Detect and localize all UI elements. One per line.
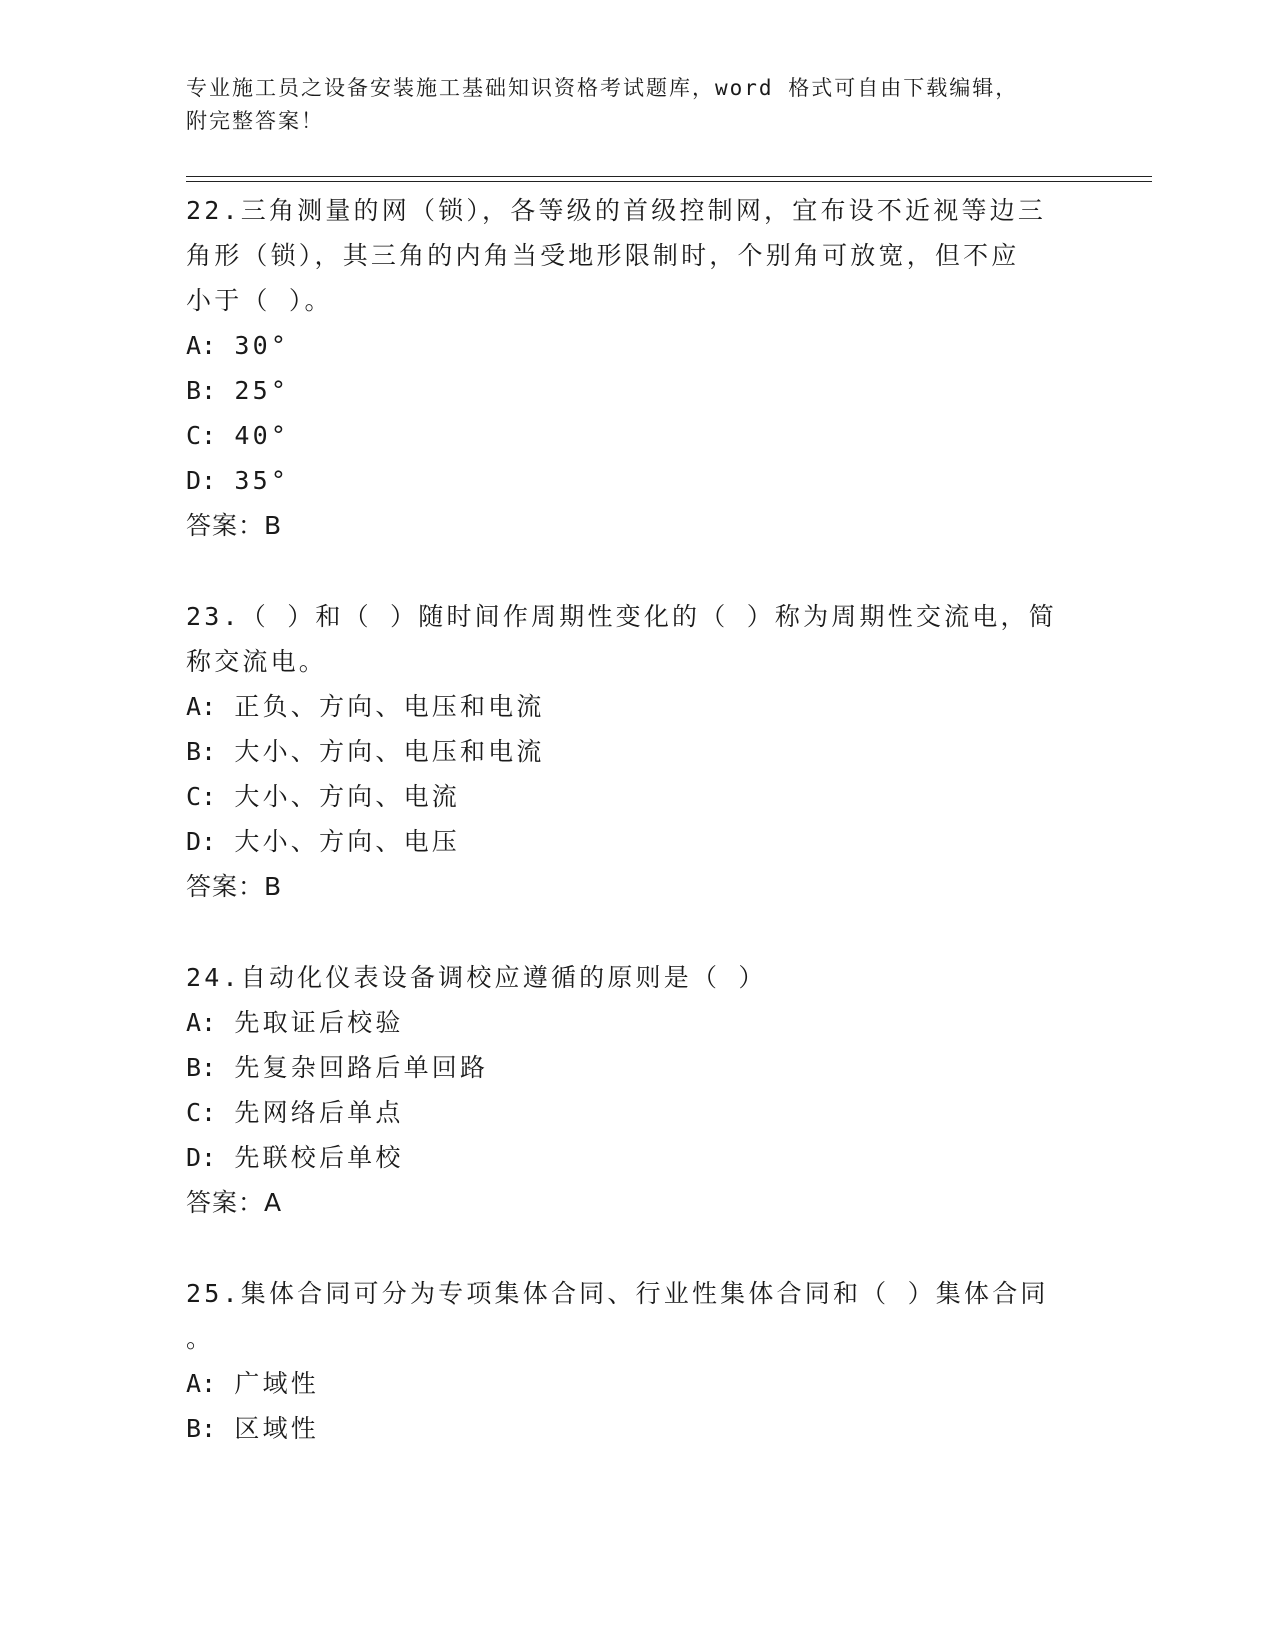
question-25 <box>186 1271 1086 1451</box>
document-header <box>186 72 1066 138</box>
option-letter: D: <box>186 1143 217 1172</box>
option-text: 大小、方向、电压 <box>234 827 460 856</box>
option-letter: A: <box>186 1008 217 1037</box>
option-letter: C: <box>186 421 217 450</box>
option-text: 先网络后单点 <box>234 1098 404 1127</box>
option-text: 35° <box>234 466 290 495</box>
header-line-1: 专业施工员之设备安装施工基础知识资格考试题库，word 格式可自由下载编辑， <box>186 76 1019 100</box>
option-c <box>186 1090 1086 1135</box>
question-stem-line: 小于（ ）。 <box>186 286 333 315</box>
option-letter: B: <box>186 1053 217 1082</box>
question-stem-line: 24.自动化仪表设备调校应遵循的原则是（ ） <box>186 963 767 992</box>
option-text: 正负、方向、电压和电流 <box>234 692 545 721</box>
option-text: 25° <box>234 376 290 405</box>
option-text: 大小、方向、电压和电流 <box>234 737 545 766</box>
header-line-2: 附完整答案！ <box>186 109 324 133</box>
option-c <box>186 413 1086 458</box>
option-d <box>186 819 1086 864</box>
option-a <box>186 1000 1086 1045</box>
option-b <box>186 1406 1086 1451</box>
question-23 <box>186 594 1086 909</box>
answer-line: 答案：A <box>186 1188 283 1217</box>
option-b <box>186 1045 1086 1090</box>
option-a <box>186 1361 1086 1406</box>
question-stem-line: 22.三角测量的网（锁），各等级的首级控制网，宜布设不近视等边三 <box>186 196 1047 225</box>
option-letter: A: <box>186 1369 217 1398</box>
header-divider-bottom <box>186 181 1152 182</box>
option-letter: C: <box>186 1098 217 1127</box>
option-text: 先复杂回路后单回路 <box>234 1053 489 1082</box>
answer-line: 答案：B <box>186 872 283 901</box>
option-text: 大小、方向、电流 <box>234 782 460 811</box>
question-stem-line: 23.（ ）和（ ）随时间作周期性变化的（ ）称为周期性交流电，简 <box>186 602 1057 631</box>
option-text: 广域性 <box>234 1369 319 1398</box>
question-24 <box>186 955 1086 1225</box>
option-letter: C: <box>186 782 217 811</box>
question-stem-line: 。 <box>186 1324 215 1353</box>
option-d <box>186 1135 1086 1180</box>
option-b <box>186 729 1086 774</box>
option-c <box>186 774 1086 819</box>
question-stem-line: 角形（锁），其三角的内角当受地形限制时，个别角可放宽，但不应 <box>186 241 1020 270</box>
option-letter: B: <box>186 737 217 766</box>
option-letter: D: <box>186 466 217 495</box>
question-stem-line: 称交流电。 <box>186 647 328 676</box>
option-text: 先取证后校验 <box>234 1008 404 1037</box>
option-letter: A: <box>186 692 217 721</box>
option-text: 先联校后单校 <box>234 1143 404 1172</box>
question-stem-line: 25.集体合同可分为专项集体合同、行业性集体合同和（ ）集体合同 <box>186 1279 1049 1308</box>
header-divider-top <box>186 176 1152 177</box>
option-d <box>186 458 1086 503</box>
question-list <box>186 188 1086 1497</box>
option-b <box>186 368 1086 413</box>
option-text: 30° <box>234 331 290 360</box>
option-text: 40° <box>234 421 290 450</box>
option-letter: B: <box>186 376 217 405</box>
option-a <box>186 323 1086 368</box>
option-letter: B: <box>186 1414 217 1443</box>
option-letter: D: <box>186 827 217 856</box>
question-22 <box>186 188 1086 548</box>
answer-line: 答案：B <box>186 511 283 540</box>
option-text: 区域性 <box>234 1414 319 1443</box>
option-letter: A: <box>186 331 217 360</box>
option-a <box>186 684 1086 729</box>
